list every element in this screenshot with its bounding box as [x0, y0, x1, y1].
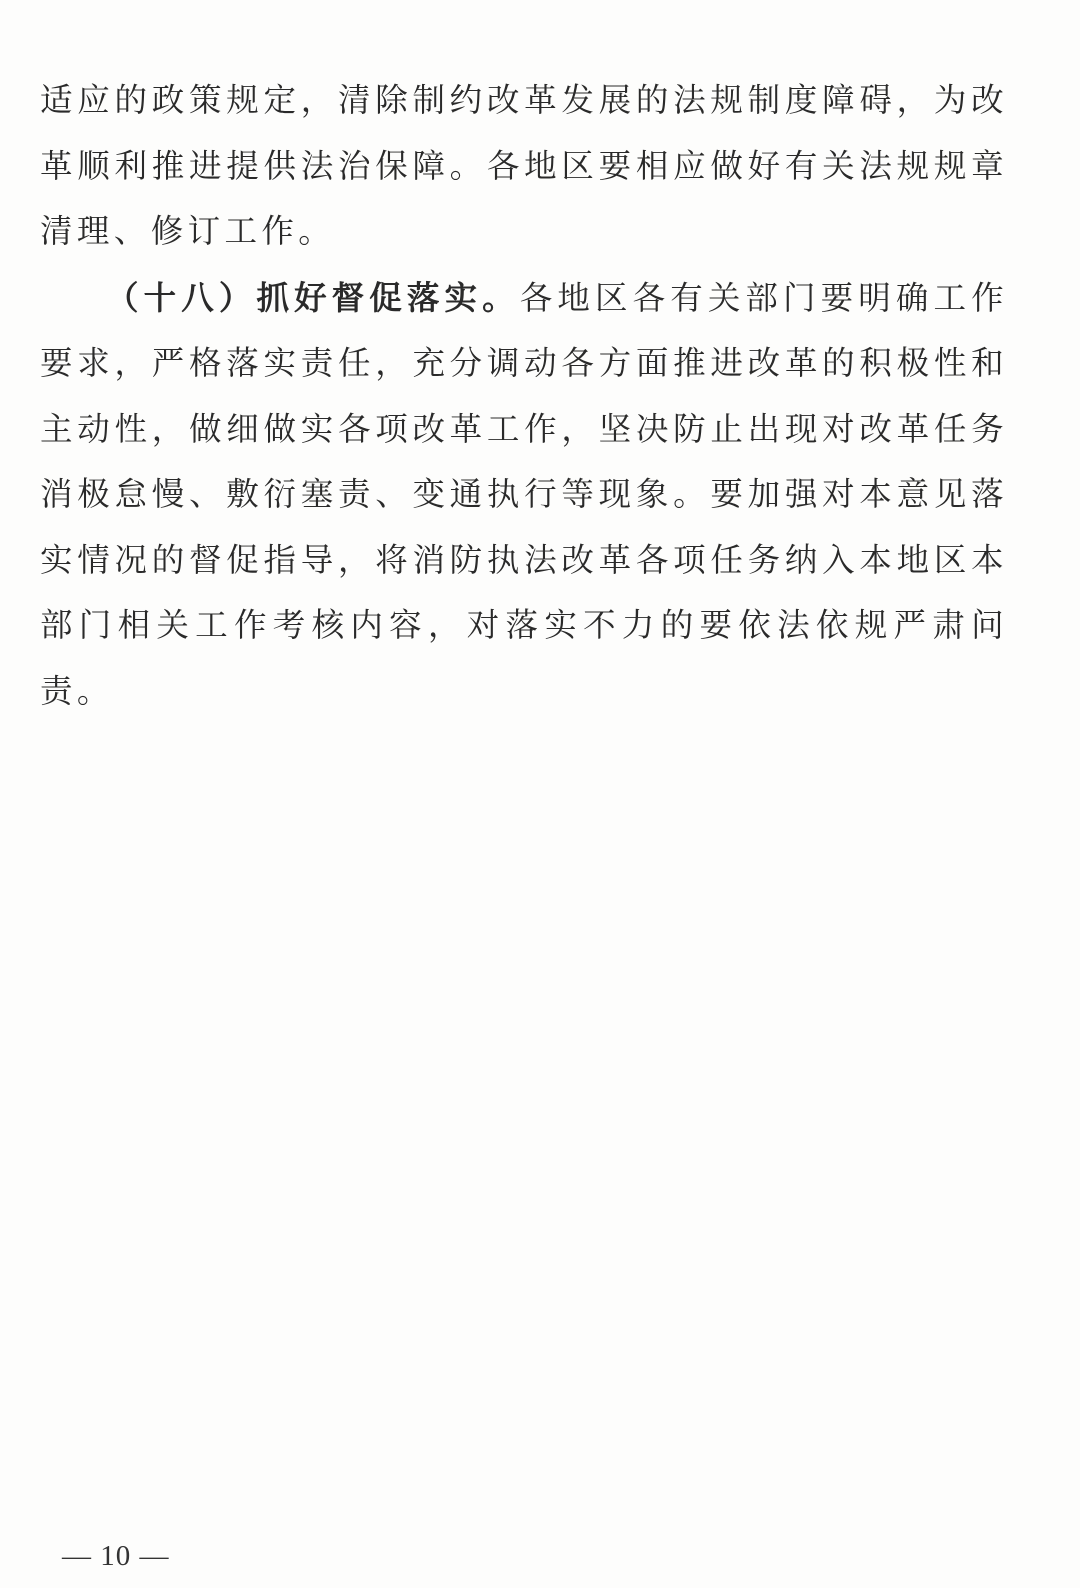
section-heading: （十八）抓好督促落实。 [106, 277, 520, 317]
paragraph-section-18 [40, 265, 1008, 725]
page-footer [62, 1536, 170, 1576]
footer-dash-left: — [62, 1540, 92, 1572]
page-number: 10 [100, 1540, 132, 1572]
paragraph-text: 适应的政策规定，清除制约改革发展的法规制度障碍，为改革顺利推进提供法治保障。各地区要相应做好有关法规规章清理、修订工作。 [40, 81, 1008, 250]
document-body [40, 68, 1008, 724]
paragraph-text: 各地区各有关部门要明确工作要求，严格落实责任，充分调动各方面推进改革的积极性和主动性，做细做实各项改革工作，坚决防止出现对改革任务消极怠慢、敷衍塞责、变通执行等现象。要加强对本意见落实情况的督促指导，将消防执法改革各项任务纳入本地区本部门相关工作考核内容，对落实不力的要依法依规严肃问责。 [40, 278, 1009, 710]
footer-dash-right: — [139, 1540, 170, 1572]
paragraph-continuation [40, 68, 1008, 265]
